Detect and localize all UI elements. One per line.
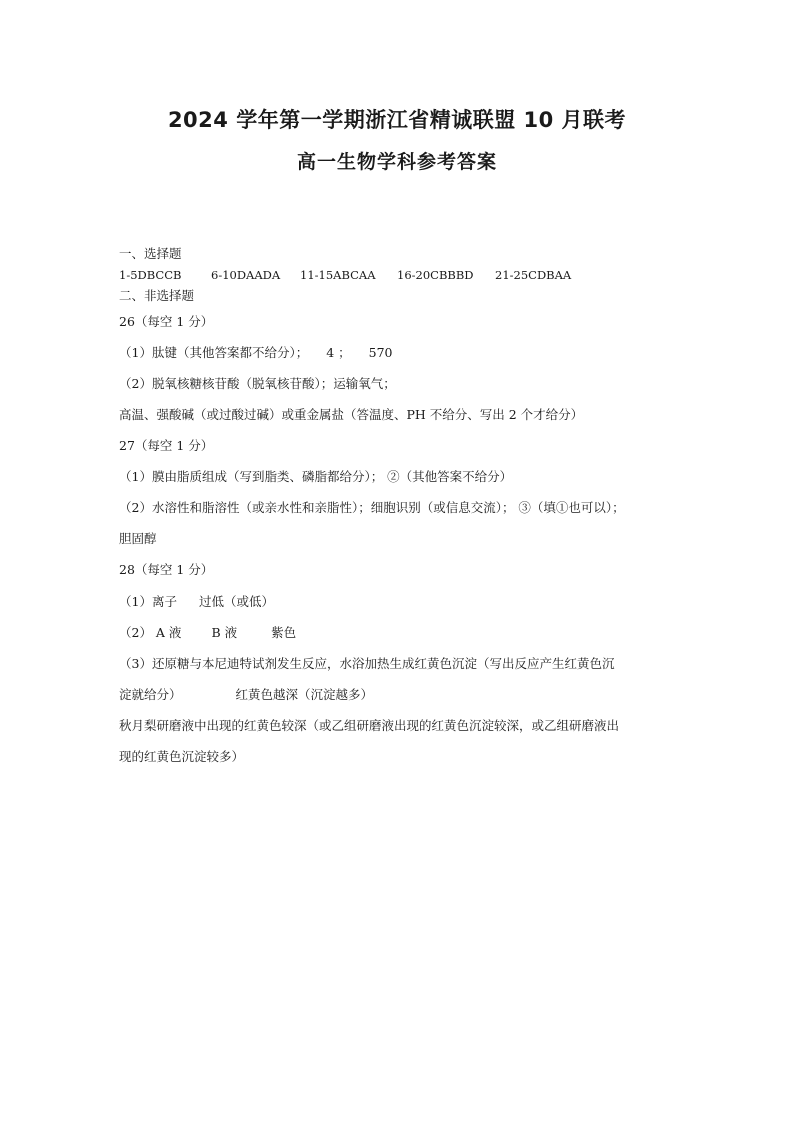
section-heading-choice: 一、选择题 [119, 246, 182, 261]
page-subtitle: 高一生物学科参考答案 [296, 151, 497, 173]
q28-answer-6: 现的红黄色沉淀较多） [119, 749, 245, 764]
q28-answer-4a: 淀就给分） [119, 687, 182, 702]
choice-answer-4: 16-20CBBBD [397, 268, 474, 282]
q27-answer-1: （1）膜由脂质组成（写到脂类、磷脂都给分）； ②（其他答案不给分） [119, 469, 513, 484]
q28-answer-2c: 紫色 [271, 625, 297, 640]
choice-answer-5: 21-25CDBAA [495, 268, 572, 282]
q28-answer-1 [119, 594, 274, 610]
q26-answer-2: （2）脱氧核糖核苷酸（脱氧核苷酸）；运输氧气； [119, 376, 396, 391]
q28-answer-4 [119, 687, 373, 703]
q26-answer-1c: 570 [368, 345, 393, 360]
q28-answer-5: 秋月梨研磨液中出现的红黄色较深（或乙组研磨液出现的红黄色沉淀较深，或乙组研磨液出 [119, 718, 620, 733]
q28-answer-2 [119, 625, 296, 641]
q26-answer-1 [119, 345, 393, 361]
q27-answer-2: （2）水溶性和脂溶性（或亲水性和亲脂性）；细胞识别（或信息交流）； ③（填①也可以）； [119, 500, 625, 515]
choice-answer-1: 1-5DBCCB [119, 268, 182, 282]
q27-title: 27（每空 1 分） [119, 438, 214, 453]
q27-answer-3: 胆固醇 [119, 531, 157, 546]
q28-title: 28（每空 1 分） [119, 562, 214, 577]
q26-answer-1a: （1）肽键（其他答案都不给分）； [119, 345, 309, 360]
q26-answer-1b: 4 ； [326, 345, 351, 360]
q26-title: 26（每空 1 分） [119, 314, 214, 329]
page-title: 2024 学年第一学期浙江省精诚联盟 10 月联考 [167, 108, 627, 132]
q28-answer-3: （3）还原糖与本尼迪特试剂发生反应，水浴加热生成红黄色沉淀（写出反应产生红黄色沉 [119, 656, 615, 671]
choice-answer-3: 11-15ABCAA [300, 268, 376, 282]
q28-answer-1b: 过低（或低） [198, 594, 274, 609]
choice-answers-row [119, 267, 575, 283]
q28-answer-2a: （2） A 液 [119, 625, 182, 640]
section-heading-nonchoice: 二、非选择题 [119, 288, 195, 303]
choice-answer-2: 6-10DAADA [211, 268, 281, 282]
q28-answer-4b: 红黄色越深（沉淀越多） [235, 687, 374, 702]
q28-answer-1a: （1）离子 [119, 594, 177, 609]
q26-answer-3: 高温、强酸碱（或过酸过碱）或重金属盐（答温度、PH 不给分、写出 2 个才给分） [119, 407, 584, 422]
q28-answer-2b: B 液 [211, 625, 238, 640]
